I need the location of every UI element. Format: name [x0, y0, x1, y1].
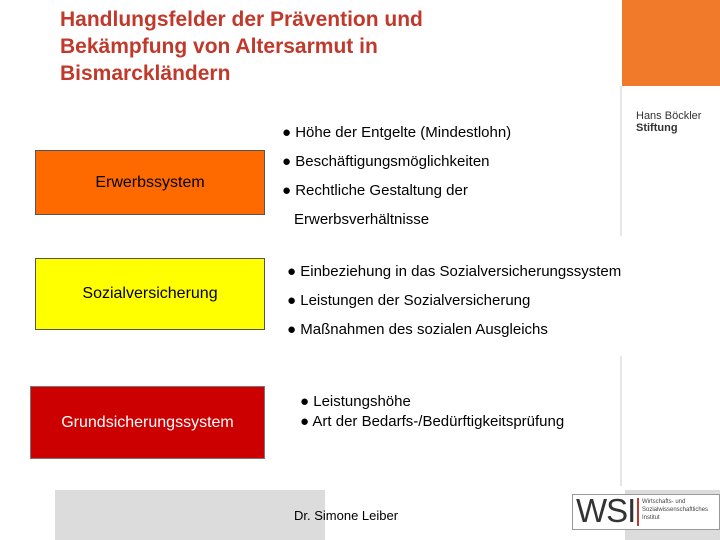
wsi-logo-separator	[637, 498, 639, 526]
author-name: Dr. Simone Leiber	[294, 508, 399, 523]
box-sozialversicherung: Sozialversicherung	[35, 258, 265, 330]
page-title	[60, 6, 600, 87]
logo-line-2: Stiftung	[636, 122, 678, 134]
bullet-item: ● Rechtliche Gestaltung der	[282, 182, 468, 199]
bullet-item: ● Maßnahmen des sozialen Ausgleichs	[287, 321, 548, 338]
bullet-item: ● Beschäftigungsmöglichkeiten	[282, 153, 490, 170]
decorative-divider-lower	[620, 356, 622, 486]
bullet-item: ● Art der Bedarfs-/Bedürftigkeitsprüfung	[300, 413, 565, 430]
wsi-logo: WSI	[576, 492, 636, 529]
hans-boeckler-logo	[636, 110, 712, 134]
decorative-divider	[620, 86, 622, 236]
box-erwerbssystem: Erwerbssystem	[35, 150, 265, 215]
bullet-item: ● Leistungshöhe	[300, 393, 411, 410]
bullet-item: ● Einbeziehung in das Sozialversicherungssystem	[287, 263, 622, 280]
bullet-item: ● Höhe der Entgelte (Mindestlohn)	[282, 124, 512, 141]
decorative-orange-bar	[622, 0, 720, 86]
title-line-2: Bekämpfung von Altersarmut in	[60, 35, 378, 58]
box-grundsicherungssystem: Grundsicherungssystem	[30, 386, 265, 459]
wsi-sub-line: Wirtschafts- und	[642, 499, 686, 505]
bullet-item: ● Leistungen der Sozialversicherung	[287, 292, 531, 309]
wsi-sub-line: Institut	[642, 515, 660, 521]
wsi-logo-subtitle	[642, 498, 716, 522]
wsi-sub-line: Sozialwissenschaftliches	[642, 507, 709, 513]
title-line-3: Bismarckländern	[60, 62, 231, 85]
logo-line-1: Hans Böckler	[636, 110, 702, 122]
title-line-1: Handlungsfelder der Prävention und	[60, 8, 423, 31]
bullet-item-continuation: Erwerbsverhältnisse	[294, 211, 430, 228]
